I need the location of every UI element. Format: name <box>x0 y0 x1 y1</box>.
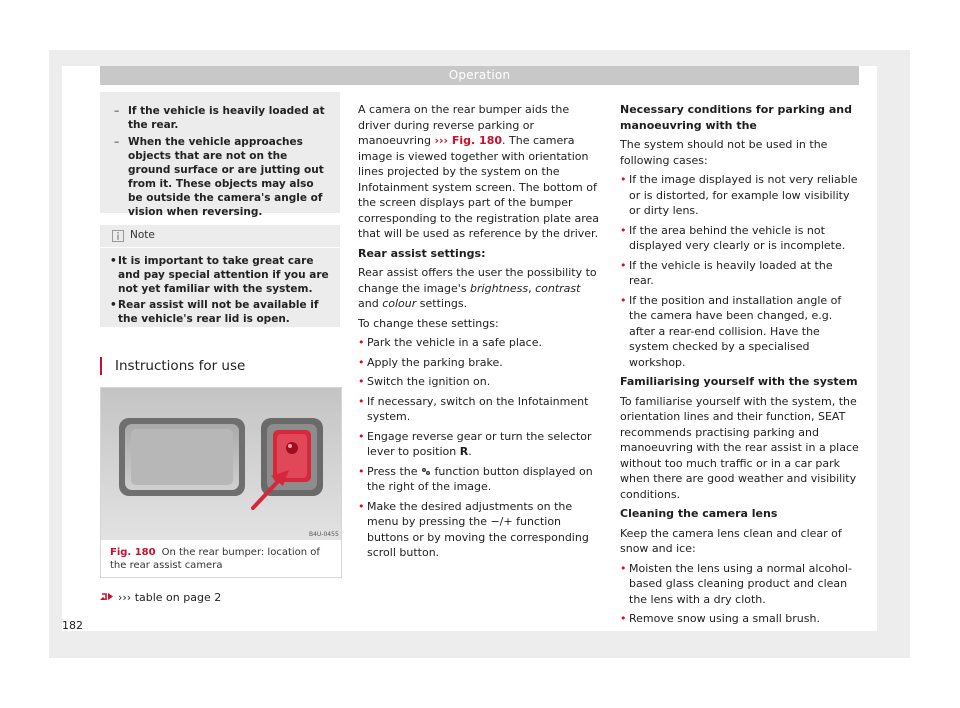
note-box <box>100 225 340 327</box>
continuation-link[interactable] <box>100 591 221 605</box>
continuation-prefix: ››› <box>118 591 132 604</box>
right-column <box>620 102 860 631</box>
camera-settings-icon <box>421 467 431 476</box>
note-item: • Rear assist will not be available if the vehicle's rear lid is open. <box>110 298 330 326</box>
step-item: • Park the vehicle in a safe place. <box>358 335 602 351</box>
condition-item: • If the vehicle is heavily loaded at the rear. <box>620 258 860 289</box>
info-icon <box>112 230 124 242</box>
familiarising-text: To familiarise yourself with the system, the orientation lines and their function, SEAT recommends practising parking and manoeuvring with the rear assist in a place without too much traffic or in a car park when there are good weather and visibility conditions. <box>620 394 859 501</box>
step-item: • Apply the parking brake. <box>358 355 602 371</box>
page-number: 182 <box>62 619 83 632</box>
step-item: • Press the function button displayed on the right of the image. <box>358 464 602 495</box>
settings-paragraph: Rear assist offers the user the possibility to change the image's brightness, contrast and colour settings. <box>358 266 597 310</box>
middle-column <box>358 102 602 565</box>
cleaning-intro: Keep the camera lens clean and clear of snow and ice: <box>620 526 842 555</box>
cleaning-heading: Cleaning the camera lens <box>620 507 778 520</box>
familiarising-heading: Familiarising yourself with the system <box>620 375 858 388</box>
settings-heading: Rear assist settings: <box>358 246 486 260</box>
step-item: • Engage reverse gear or turn the selector lever to position R. <box>358 429 602 460</box>
warning-item: – When the vehicle approaches objects that are not on the ground surface or are jutting out from it. These objects may also be outside the camera's angle of vision when reversing. <box>114 135 330 219</box>
condition-item: • If the area behind the vehicle is not displayed very clearly or is incomplete. <box>620 223 860 254</box>
section-title: Instructions for use <box>100 357 245 375</box>
cleaning-item: • Moisten the lens using a normal alcohol-based glass cleaning product and clean the lens with a dry cloth. <box>620 561 860 608</box>
figure-caption-text: On the rear bumper: location of the rear assist camera <box>110 547 320 571</box>
note-header <box>100 225 340 248</box>
continuation-text: table on page 2 <box>134 591 222 604</box>
change-intro: To change these settings: <box>358 316 499 330</box>
continue-arrow-icon <box>100 591 114 602</box>
conditions-intro: The system should not be used in the following cases: <box>620 138 828 167</box>
step-item: • Make the desired adjustments on the menu by pressing the −/+ function buttons or by moving the corresponding scroll button. <box>358 499 602 561</box>
note-title: Note <box>130 229 155 241</box>
figure-180 <box>100 387 342 578</box>
step-item: • Switch the ignition on. <box>358 374 602 390</box>
figure-caption <box>110 546 332 572</box>
section-header: Operation <box>100 66 859 85</box>
warning-item: – If the vehicle is heavily loaded at the rear. <box>114 104 330 132</box>
rear-bumper-camera-illustration <box>101 388 341 540</box>
figure-code: B4U-0455 <box>309 531 339 538</box>
condition-item: • If the image displayed is not very reliable or is distorted, for example low visibility or dirty lens. <box>620 172 860 219</box>
cleaning-item: • Remove snow using a small brush. <box>620 611 860 627</box>
condition-item: • If the position and installation angle of the camera have been changed, e.g. after a rear-end collision. Have the system checked by a specialised workshop. <box>620 293 860 371</box>
figure-reference-link[interactable]: ››› Fig. 180 <box>434 134 503 147</box>
note-item: • It is important to take great care and pay special attention if you are not yet familiar with the system. <box>110 254 330 296</box>
step-item: • If necessary, switch on the Infotainment system. <box>358 394 602 425</box>
warning-box <box>100 92 340 218</box>
figure-number: Fig. 180 <box>110 547 156 558</box>
conditions-heading: Necessary conditions for parking and manoeuvring with the <box>620 103 853 132</box>
intro-paragraph: A camera on the rear bumper aids the driver during reverse parking or manoeuvring ››› Fig. 180. The camera image is viewed together with orientation lines projected by the system on the Infotainment system screen. The bottom of the screen displays part of the bumper corresponding to the registration plate area that will be used as reference by the driver. <box>358 103 599 240</box>
